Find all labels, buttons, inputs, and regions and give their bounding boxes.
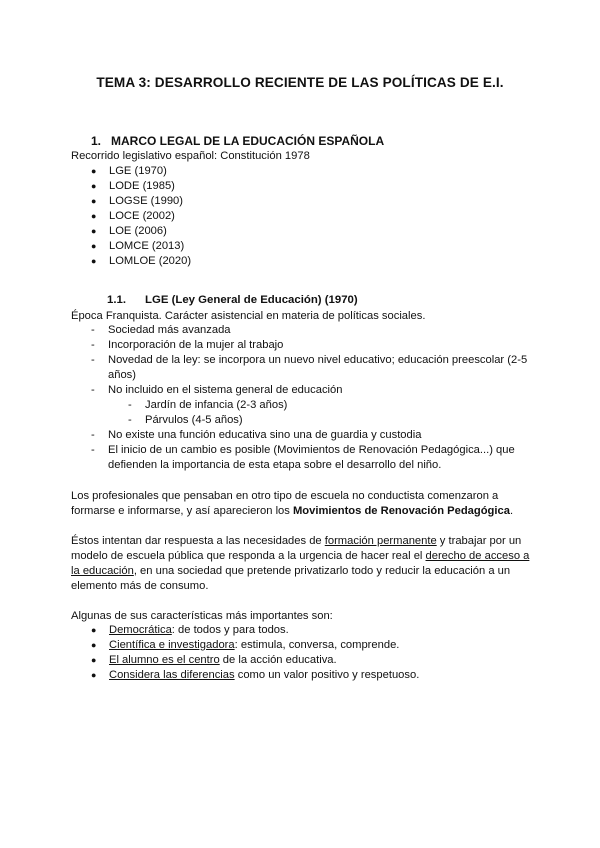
dash-item-continuation: años) [108,369,136,381]
list-item: ● El alumno es el centro de la acción educativa. [91,654,337,666]
page-title: TEMA 3: DESARROLLO RECIENTE DE LAS POLÍTICAS DE E.I. [96,75,504,90]
list-item: ● Científica e investigadora: estimula, conversa, comprende. [91,639,400,651]
section-1-number: 1. [91,134,102,148]
list-item: ● Democrática: de todos y para todos. [91,624,289,636]
dash-item: - El inicio de un cambio es posible (Movimientos de Renovación Pedagógica...) que [91,444,515,456]
dash-item: - No existe una función educativa sino una de guardia y custodia [91,429,422,441]
list-item: ● LOMLOE (2020) [91,255,192,267]
dash-item-continuation: defienden la importancia de esta etapa sobre el desarrollo del niño. [108,459,442,471]
paragraph-1-line: Los profesionales que pensaban en otro tipo de escuela no conductista comenzaron a [71,490,499,502]
list-item: ● LGE (1970) [91,165,167,177]
section-1-1-heading [107,294,358,306]
section-1-1-title: LGE (Ley General de Educación) (1970) [145,294,358,306]
list-item: ● LOE (2006) [91,225,167,237]
list-item: ● LOMCE (2013) [91,240,185,252]
paragraph-2-line: elemento más de consumo. [71,580,209,592]
paragraph-3-intro: Algunas de sus características más importantes son: [71,610,333,622]
list-item: ● LOGSE (1990) [91,195,183,207]
section-1-intro: Recorrido legislativo español: Constitución 1978 [71,150,310,162]
dash-item: - Novedad de la ley: se incorpora un nuevo nivel educativo; educación preescolar (2-5 [91,354,528,366]
list-item: ● Considera las diferencias como un valor positivo y respetuoso. [91,669,420,681]
list-item: ● LOCE (2002) [91,210,175,222]
sub-dash-item: - Párvulos (4-5 años) [128,414,243,426]
sub-dash-item: - Jardín de infancia (2-3 años) [128,399,288,411]
dash-item: - Incorporación de la mujer al trabajo [91,339,284,351]
section-1-title: MARCO LEGAL DE LA EDUCACIÓN ESPAÑOLA [111,134,385,148]
section-1-heading [91,134,384,148]
dash-item: - No incluido en el sistema general de educación [91,384,343,396]
paragraph-2-line: Éstos intentan dar respuesta a las necesidades de formación permanente y trabajar por un [71,535,522,547]
list-item: ● LODE (1985) [91,180,175,192]
section-1-1-intro: Época Franquista. Carácter asistencial en materia de políticas sociales. [71,310,426,322]
dash-item: - Sociedad más avanzada [91,324,231,336]
section-1-1-number: 1.1. [107,294,126,306]
paragraph-1-line: formarse e informarse, y así aparecieron los Movimientos de Renovación Pedagógica. [71,505,514,517]
paragraph-2-line: modelo de escuela pública que responda a la urgencia de hacer real el derecho de acceso a [71,550,530,562]
paragraph-2-line: la educación, en una sociedad que pretende privatizarlo todo y reducir la educación a un [71,565,511,577]
